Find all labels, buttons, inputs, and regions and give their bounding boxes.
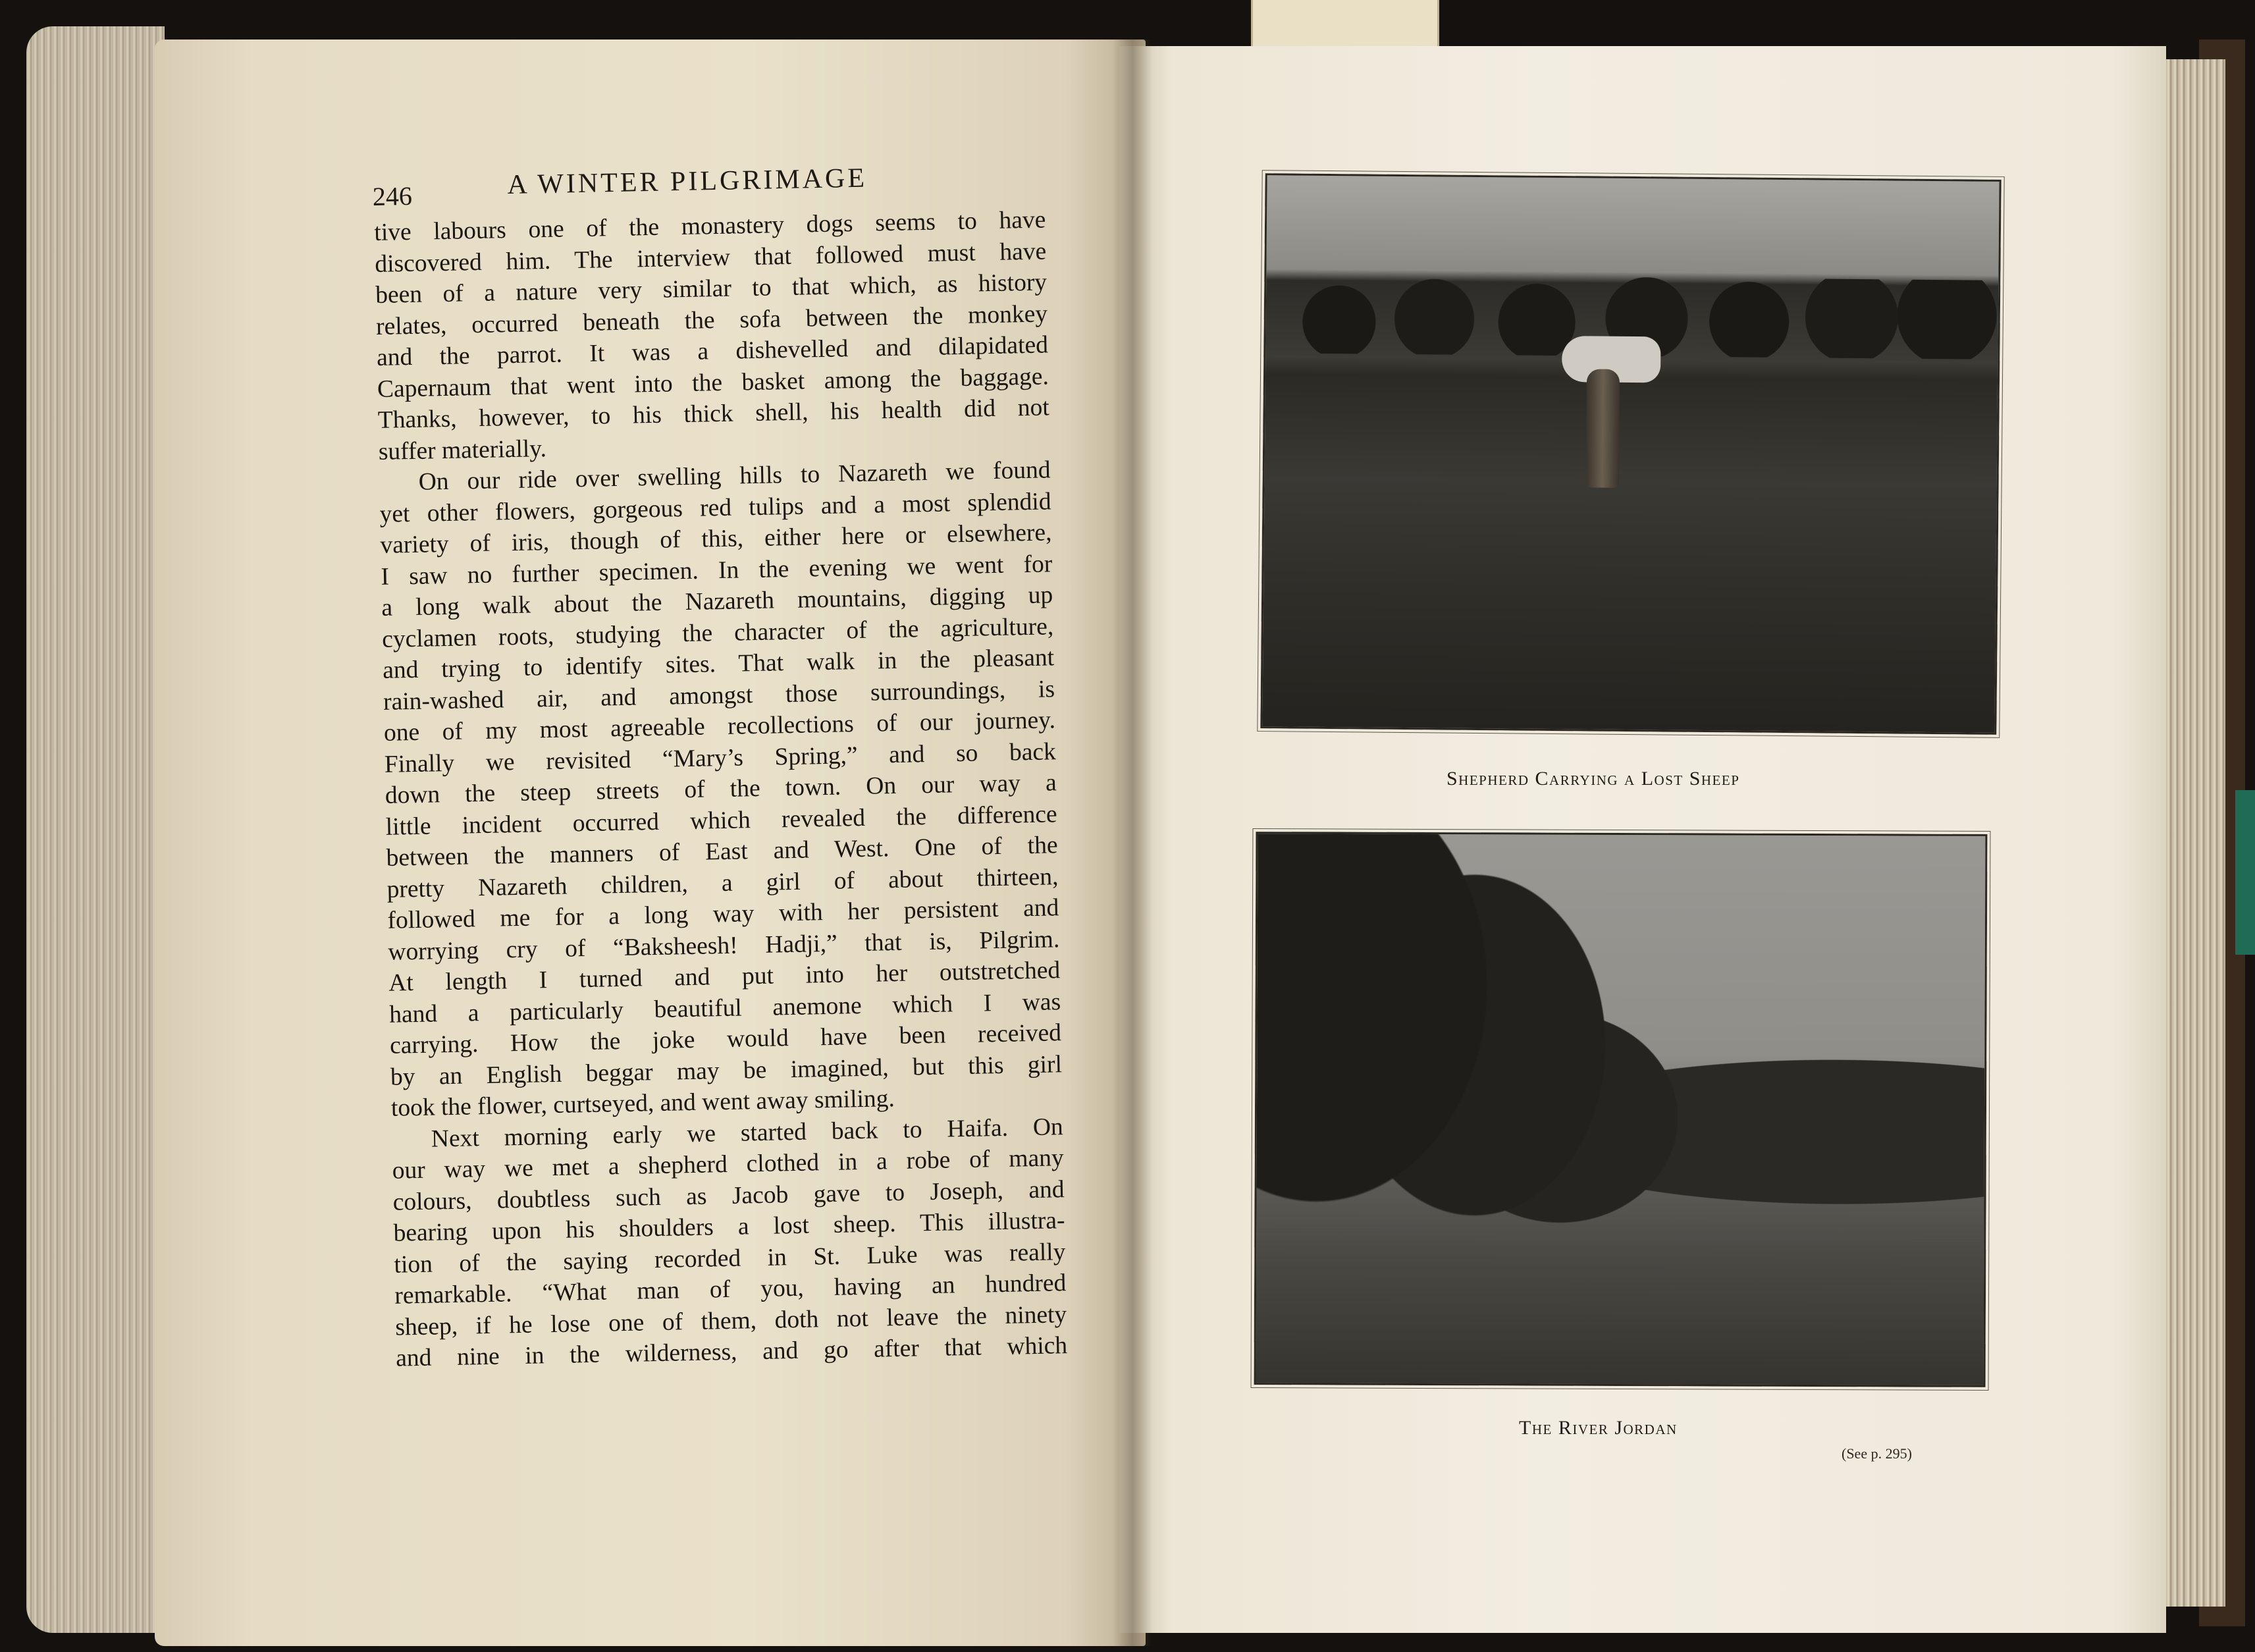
shepherd-photograph [1260, 173, 2001, 735]
text-line: On our ride over swelling hills to Nazareth we found [418, 456, 1051, 496]
text-line: Finally we revisited “Mary’s Spring,” and so back [384, 737, 1057, 778]
book-gutter [1113, 40, 1152, 1646]
text-line: tive labours one of the monastery dogs seems to have [374, 206, 1046, 246]
text-line: our way we met a shepherd clothed in a robe of many [392, 1144, 1065, 1185]
plate-caption-shepherd: Shepherd Carrying a Lost Sheep [1446, 768, 1740, 789]
text-line: Thanks, however, to his thick shell, his health did not [377, 394, 1050, 434]
text-line: by an English beggar may be imagined, but this girl [390, 1050, 1063, 1091]
bookmark-slip [1251, 0, 1439, 53]
text-line: colours, doubtless such as Jacob gave to Joseph, and [392, 1175, 1065, 1216]
text-line: remarkable. “What man of you, having an hundred [394, 1269, 1067, 1310]
river-jordan-photograph [1254, 832, 1988, 1387]
text-line: discovered him. The interview that followed must have [374, 237, 1047, 278]
page-cross-reference: (See p. 295) [1842, 1445, 1912, 1462]
text-line: cyclamen roots, studying the character of the agriculture, [381, 612, 1054, 653]
text-line: yet other flowers, gorgeous red tulips and a most splendid [379, 487, 1051, 528]
riverbank-trees [1256, 834, 1986, 1385]
text-line: and nine in the wilderness, and go after that which [395, 1332, 1068, 1372]
text-line: tion of the saying recorded in St. Luke was really [394, 1238, 1066, 1279]
page-number: 246 [372, 180, 413, 211]
text-line: suffer materially. [378, 435, 547, 466]
text-line: been of a nature very similar to that which, as history [375, 269, 1048, 309]
text-line: and trying to identify sites. That walk in the pleasant [382, 644, 1055, 684]
text-line: worrying cry of “Baksheesh! Hadji,” that is, Pilgrim. [388, 925, 1060, 966]
text-line: rain-washed air, and amongst those surroundings, is [383, 675, 1055, 716]
text-line: I saw no further specimen. In the evening we went for [381, 550, 1053, 591]
plate-caption-river: The River Jordan [1519, 1417, 1678, 1439]
text-line: carrying. How the joke would have been received [389, 1019, 1062, 1059]
text-line: relates, occurred beneath the sofa between the monkey [375, 300, 1048, 340]
text-line: sheep, if he lose one of them, doth not leave the ninety [394, 1300, 1067, 1341]
text-line: little incident occurred which revealed the difference [385, 800, 1057, 841]
text-line: down the steep streets of the town. On our way a [385, 769, 1057, 809]
shepherd-figure [1574, 336, 1628, 501]
text-line: bearing upon his shoulders a lost sheep. This illustra- [393, 1207, 1065, 1247]
text-line: Capernaum that went into the basket among the baggage. [377, 362, 1049, 403]
text-line: followed me for a long way with her persistent and [387, 894, 1059, 934]
ribbon-marker [2235, 790, 2255, 955]
text-line: between the manners of East and West. One of the [386, 832, 1058, 872]
text-line: a long walk about the Nazareth mountains, digging up [381, 581, 1053, 622]
shepherd-body [1586, 369, 1620, 487]
text-line: variety of iris, though of this, either here or elsewhere, [380, 519, 1052, 559]
page-body-text [374, 204, 1068, 1389]
text-line: At length I turned and put into her outstretched [388, 957, 1061, 997]
text-line: hand a particularly beautiful anemone which I was [388, 988, 1061, 1028]
left-page-edges [26, 26, 165, 1633]
running-title: A WINTER PILGRIMAGE [507, 163, 868, 201]
text-line: pretty Nazareth children, a girl of about thirteen, [386, 863, 1059, 903]
text-line: and the parrot. It was a dishevelled and dilapidated [376, 331, 1049, 371]
text-line: took the flower, curtseyed, and went away smiling. [390, 1085, 895, 1122]
text-line: Next morning early we started back to Haifa. On [431, 1113, 1064, 1153]
text-line: one of my most agreeable recollections of our journey. [383, 706, 1056, 747]
